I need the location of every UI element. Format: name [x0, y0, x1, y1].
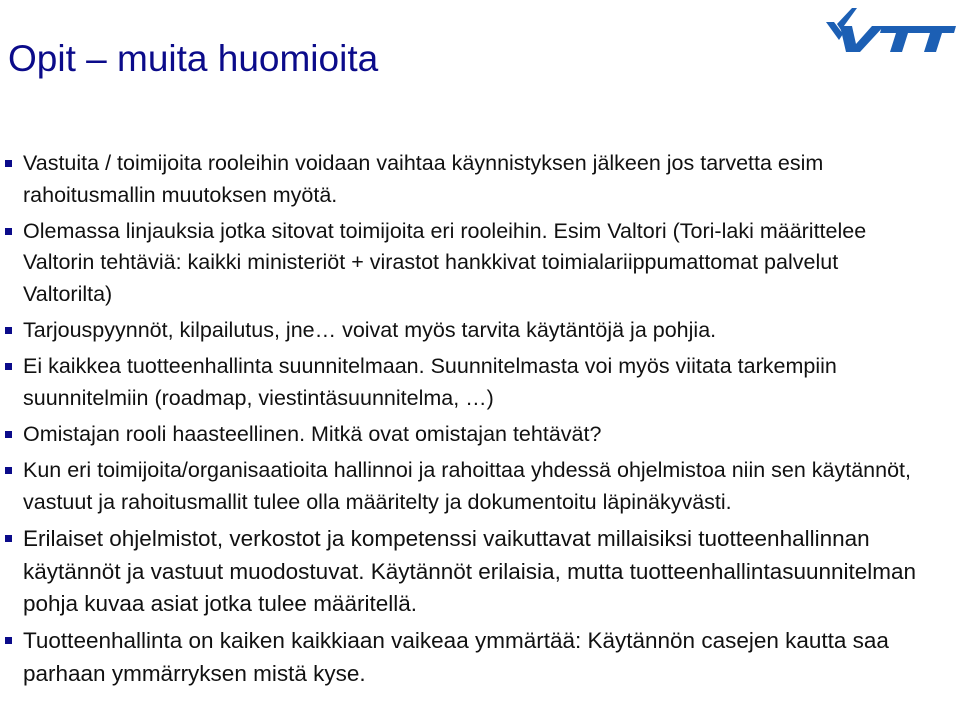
bullet-text: Kun eri toimijoita/organisaatioita hallinnoi ja rahoittaa yhdessä ohjelmistoa niin sen käytännöt, vastuut ja rahoitusmallit tulee olla määritelty ja dokumentoitu läpinäkyvästi.	[23, 458, 911, 514]
bullet-text: Olemassa linjauksia jotka sitovat toimijoita eri rooleihin. Esim Valtori (Tori-laki määrittelee Valtorin tehtäviä: kaikki ministeriöt + virastot hankkivat toimialariippumattomat palvelut Valtorilta)	[23, 218, 867, 306]
bullet-item	[0, 625, 960, 690]
bullet-item	[0, 315, 960, 347]
bullet-item	[0, 351, 960, 414]
bullet-text: Vastuita / toimijoita rooleihin voidaan vaihtaa käynnistyksen jälkeen jos tarvetta esim rahoitusmallin muutoksen myötä.	[23, 151, 824, 207]
square-bullet-icon	[5, 431, 12, 438]
bullet-text: Ei kaikkea tuotteenhallinta suunnitelmaan. Suunnitelmasta voi myös viitata tarkempiin suunnitelmiin (roadmap, viestintäsuunnitelma, …)	[23, 354, 837, 410]
square-bullet-icon	[5, 637, 12, 644]
bullet-text: Tarjouspyynnöt, kilpailutus, jne… voivat myös tarvita käytäntöjä ja pohjia.	[23, 318, 717, 343]
bullet-text: Erilaiset ohjelmistot, verkostot ja kompetenssi vaikuttavat millaisiksi tuotteenhallinnan käytännöt ja vastuut muodostuvat. Käytännöt erilaisia, mutta tuotteenhallintasuunnitelman pohja kuvaa asiat jotka tulee määritellä.	[23, 526, 917, 617]
vtt-logo	[826, 4, 956, 56]
slide-title: Opit – muita huomioita	[8, 38, 379, 79]
bullet-text: Tuotteenhallinta on kaiken kaikkiaan vaikeaa ymmärtää: Käytännön casejen kautta saa parhaan ymmärryksen mistä kyse.	[23, 628, 889, 686]
bullet-item	[0, 148, 960, 211]
bullet-item	[0, 523, 960, 621]
bullet-item	[0, 455, 960, 518]
square-bullet-icon	[5, 535, 12, 542]
bullet-list	[0, 148, 960, 695]
square-bullet-icon	[5, 327, 12, 334]
square-bullet-icon	[5, 160, 12, 167]
square-bullet-icon	[5, 228, 12, 235]
square-bullet-icon	[5, 363, 12, 370]
bullet-item	[0, 419, 960, 451]
bullet-text: Omistajan rooli haasteellinen. Mitkä ovat omistajan tehtävät?	[23, 422, 602, 447]
bullet-item	[0, 216, 960, 311]
square-bullet-icon	[5, 467, 12, 474]
